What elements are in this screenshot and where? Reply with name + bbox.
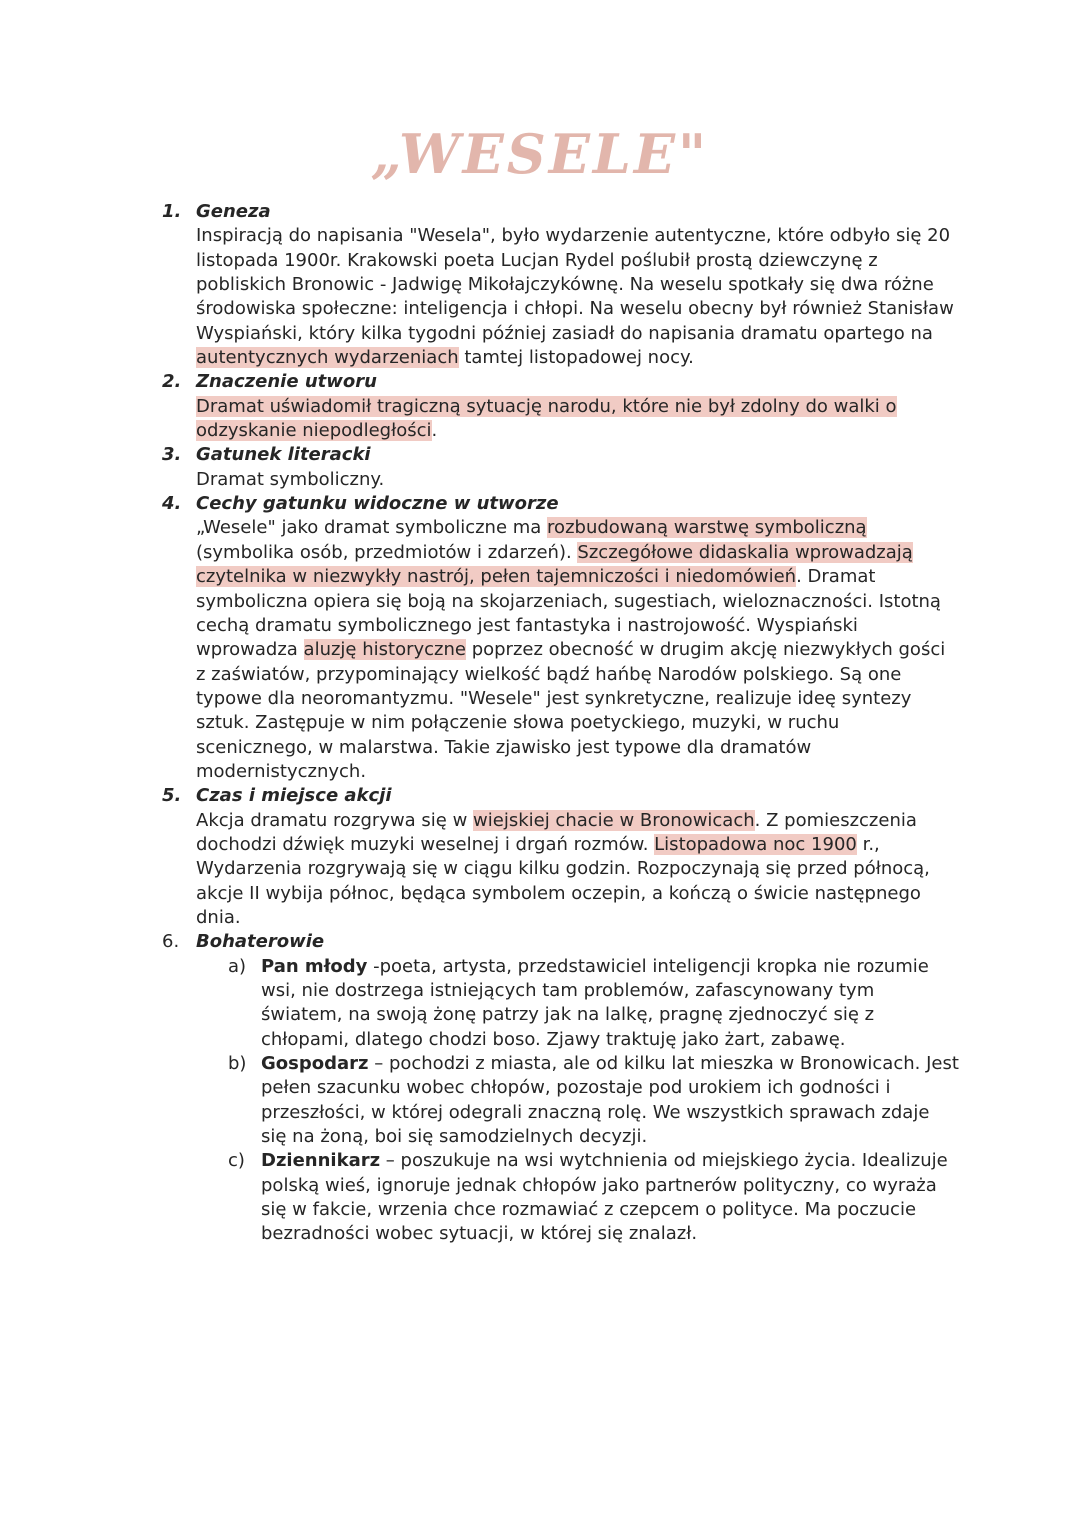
section-heading: Cechy gatunku widoczne w utworze	[196, 493, 559, 515]
character-name: Dziennikarz	[261, 1150, 381, 1172]
section-body	[196, 224, 960, 370]
section-body	[196, 809, 960, 931]
section-number: 3.	[162, 444, 182, 466]
section-gatunek	[160, 443, 960, 492]
section-number: 5.	[162, 785, 182, 807]
highlighted-text: rozbudowaną warstwę symboliczną	[547, 517, 867, 539]
highlighted-text: autentycznych wydarzeniach	[196, 347, 459, 369]
section-czas-i-miejsce	[160, 784, 960, 930]
document-content	[160, 200, 960, 1247]
section-heading: Geneza	[196, 201, 271, 222]
body-text: poprzez obecność w drugim akcję niezwykłych gości z zaświatów, przypominający wielkość bądź hańbę Narodów polskiego. Są one typowe dla neoromantyzmu. "Wesele" jest synkretyczne, realizuje ideę syntezy sztuk. Zastępuje w nim połączenie słowa poetyckiego, muzyki, w ruchu scenicznego, w malarstwa. Takie zjawisko jest typowe dla dramatów modernistycznych.	[196, 639, 946, 782]
section-body	[196, 468, 960, 492]
body-text: (symbolika osób, przedmiotów i zdarzeń).	[196, 541, 578, 563]
highlighted-text: wiejskiej chacie w Bronowicach	[473, 809, 755, 831]
character-item	[196, 1052, 960, 1149]
character-item	[196, 955, 960, 1052]
highlighted-text: Dramat uświadomił tragiczną sytuację narodu, które nie był zdolny do walki o odzyskanie niepodległości	[196, 395, 897, 442]
section-heading: Gatunek literacki	[196, 444, 371, 466]
body-text: Inspiracją do napisania "Wesela", było wydarzenie autentyczne, które odbyło się 20 listopada 1900r. Krakowski poeta Lucjan Rydel poślubił prostą dziewczynę z pobliskich Bronowic - Jadwigę Mikołajczykównę. Na weselu spotkały się dwa różne środowiska społeczne: inteligencja i chłopi. Na weselu obecny był również Stanisław Wyspiański, który kilka tygodni później zasiadł do napisania dramatu opartego na	[196, 225, 954, 344]
highlighted-text: Listopadowa noc 1900	[654, 833, 857, 855]
section-number: 4.	[162, 493, 182, 515]
section-number: 1.	[162, 201, 182, 222]
section-heading: Czas i miejsce akcji	[196, 785, 392, 807]
highlighted-text: Szczegółowe didaskalia wprowadzają czytelnika w niezwykły nastrój, pełen tajemniczości i niedomówień	[196, 541, 913, 588]
section-heading: Bohaterowie	[196, 931, 325, 953]
section-body	[196, 395, 960, 444]
section-cechy	[160, 492, 960, 784]
character-description: – poszukuje na wsi wytchnienia od miejskiego życia. Idealizuje polską wieś, ignoruje jednak chłopów jako partnerów polityczny, co wyraża się w fakcie, wrzenia chce rozmawiać z czepcem o polityce. Ma poczucie bezradności wobec sytuacji, w której się znalazł.	[261, 1150, 948, 1245]
body-text: tamtej listopadowej nocy.	[458, 347, 694, 369]
body-text: . Z pomieszczenia dochodzi dźwięk muzyki weselnej i drgań rozmów.	[196, 809, 917, 855]
character-item	[196, 1149, 960, 1246]
section-heading: Znaczenie utworu	[196, 371, 377, 393]
section-geneza	[160, 200, 960, 370]
section-znaczenie	[160, 370, 960, 443]
body-text: Dramat symboliczny.	[196, 468, 385, 490]
section-number: 2.	[162, 371, 182, 393]
body-text: .	[431, 420, 438, 442]
item-letter: b)	[228, 1053, 247, 1075]
item-letter: a)	[228, 955, 247, 977]
character-description: – pochodzi z miasta, ale od kilku lat mieszka w Bronowicach. Jest pełen szacunku wobec chłopów, pozostaje pod urokiem ich godności i przeszłości, w której odegrali znaczną rolę. We wszystkich sprawach zdaje się na żoną, boi się samodzielnych decyzji.	[261, 1053, 959, 1148]
character-name: Pan młody	[261, 955, 368, 977]
character-name: Gospodarz	[261, 1053, 369, 1075]
body-text: . Dramat symboliczna opiera się boją na skojarzeniach, sugestiach, wieloznaczności. Istotną cechą dramatu symbolicznego jest fantastyka i nastrojowość. Wyspiański wprowadza	[196, 566, 941, 661]
body-text: Akcja dramatu rozgrywa się w	[196, 809, 474, 831]
section-bohaterowie	[160, 930, 960, 1246]
section-body	[196, 516, 960, 784]
page-title: „WESELE"	[370, 122, 710, 186]
section-number: 6.	[162, 931, 180, 953]
highlighted-text: aluzję historyczne	[303, 639, 466, 661]
body-text: „Wesele" jako dramat symboliczne ma	[196, 517, 548, 539]
character-description: -poeta, artysta, przedstawiciel inteligencji kropka nie rozumie wsi, nie dostrzega istniejących tam problemów, zafascynowany tym światem, na swoją żonę patrzy jak na lalkę, pragnę zjednoczyć się z chłopami, dlatego chodzi boso. Zjawy traktuję jako żart, zabawę.	[261, 955, 929, 1050]
item-letter: c)	[228, 1150, 245, 1172]
body-text: r., Wydarzenia rozgrywają się w ciągu kilku godzin. Rozpoczynają się przed północą, akcje II wybija północ, będąca symbolem oczepin, a kończą o świcie następnego dnia.	[196, 833, 930, 928]
